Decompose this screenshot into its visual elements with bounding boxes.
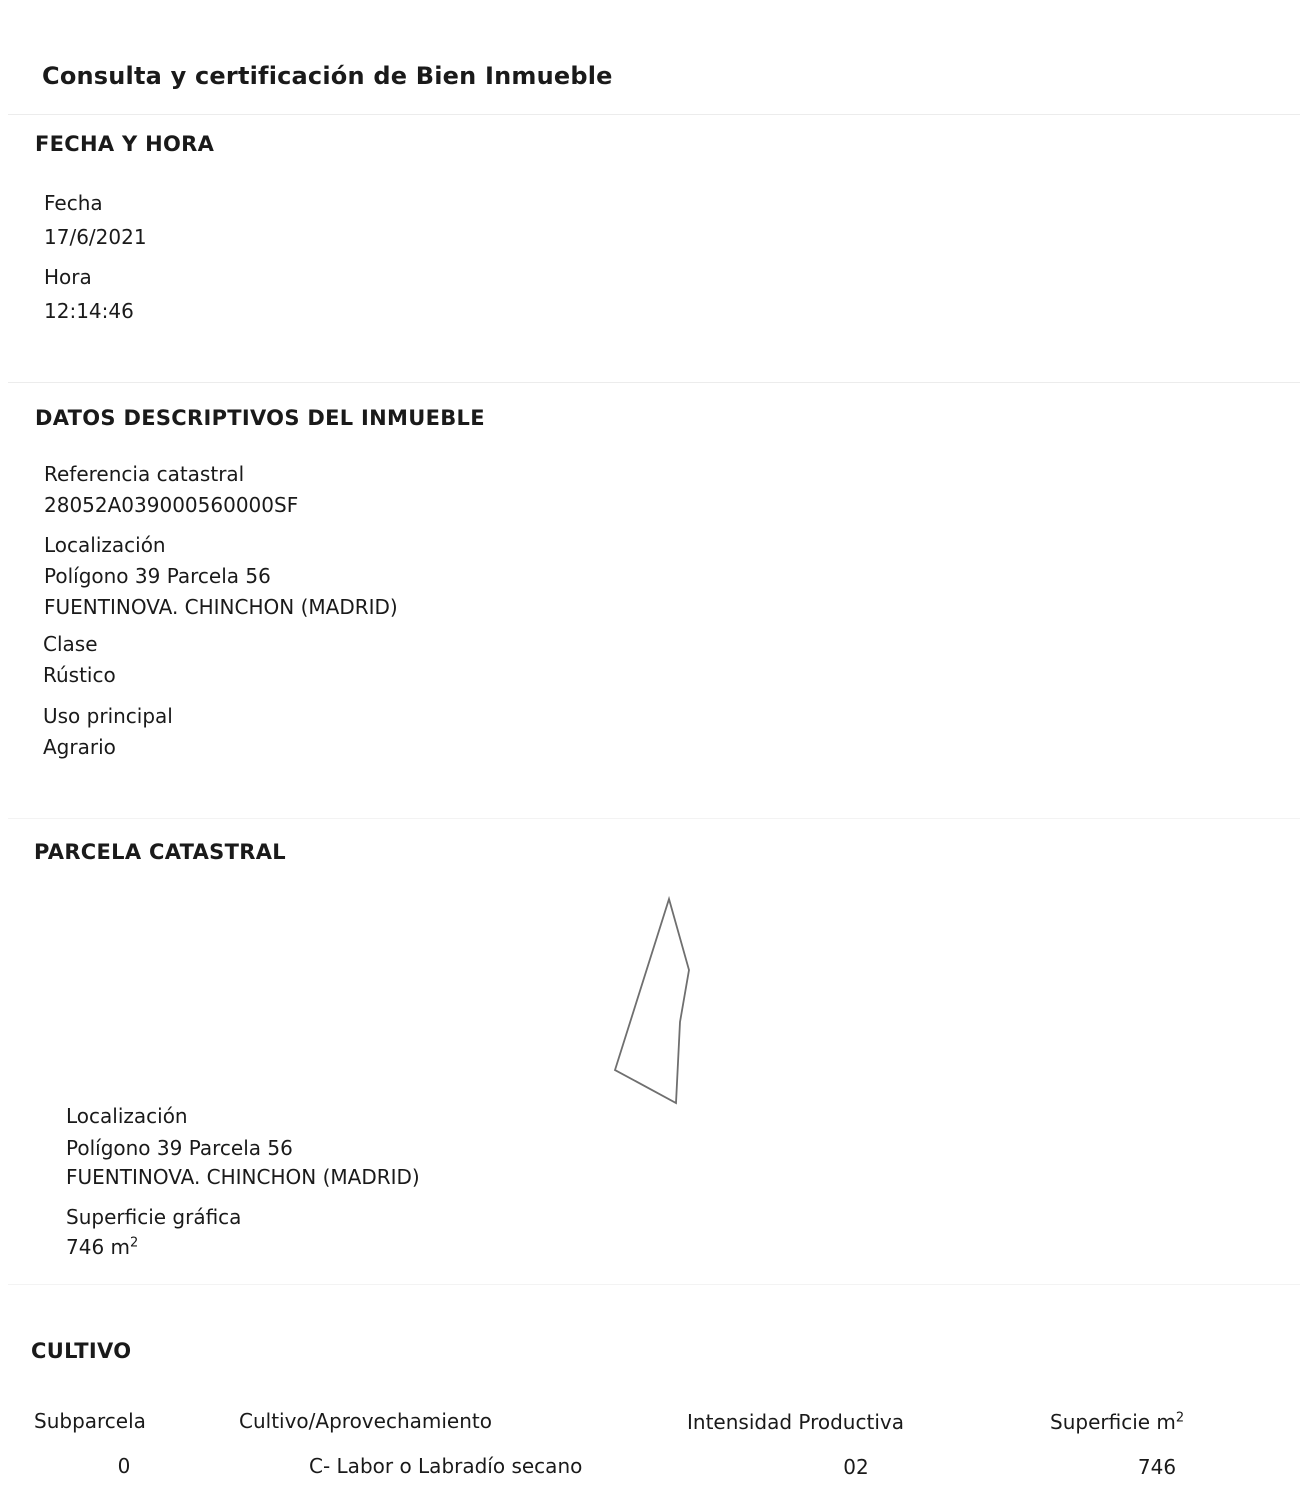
parcela-localizacion-line2: FUENTINOVA. CHINCHON (MADRID) [66,1165,420,1189]
section-heading-datos: DATOS DESCRIPTIVOS DEL INMUEBLE [35,406,485,430]
column-header-intensidad: Intensidad Productiva [687,1410,904,1434]
hora-label: Hora [44,265,92,289]
clase-value: Rústico [43,663,116,687]
referencia-value: 28052A039000560000SF [44,493,299,517]
table-cell-subparcela: 0 [117,1454,131,1478]
localizacion-line1: Polígono 39 Parcela 56 [44,564,271,588]
hora-value: 12:14:46 [44,299,134,323]
section-divider [8,818,1300,819]
column-header-superficie-exponent: 2 [1175,1410,1185,1426]
localizacion-line2: FUENTINOVA. CHINCHON (MADRID) [44,595,398,619]
superficie-label: Superficie gráfica [66,1205,242,1229]
column-header-superficie: Superficie $m^2$ [1050,1410,1185,1434]
column-header-subparcela: Subparcela [34,1409,146,1433]
section-divider [8,382,1300,383]
localizacion-label: Localización [44,533,166,557]
table-cell-superficie: 746 [1137,1455,1177,1479]
uso-value: Agrario [43,735,116,759]
section-divider [8,1284,1300,1285]
referencia-label: Referencia catastral [44,462,245,486]
fecha-value: 17/6/2021 [44,225,147,249]
clase-label: Clase [43,632,98,656]
section-heading-cultivo: CULTIVO [31,1339,132,1363]
parcel-outline-map [600,890,710,1115]
page-title: Consulta y certificación de Bien Inmueble [42,62,613,90]
section-divider [8,114,1300,115]
section-heading-parcela: PARCELA CATASTRAL [34,840,286,864]
section-heading-fecha-hora: FECHA Y HORA [35,132,215,156]
table-cell-cultivo: C- Labor o Labradío secano [309,1454,583,1478]
parcela-localizacion-line1: Polígono 39 Parcela 56 [66,1136,293,1160]
superficie-value: 746 $m^2$ [66,1235,139,1259]
parcela-localizacion-label: Localización [66,1104,188,1128]
column-header-cultivo: Cultivo/Aprovechamiento [239,1409,492,1433]
uso-label: Uso principal [43,704,173,728]
superficie-exponent: 2 [130,1235,139,1251]
table-cell-intensidad: 02 [843,1455,869,1479]
fecha-label: Fecha [44,191,103,215]
